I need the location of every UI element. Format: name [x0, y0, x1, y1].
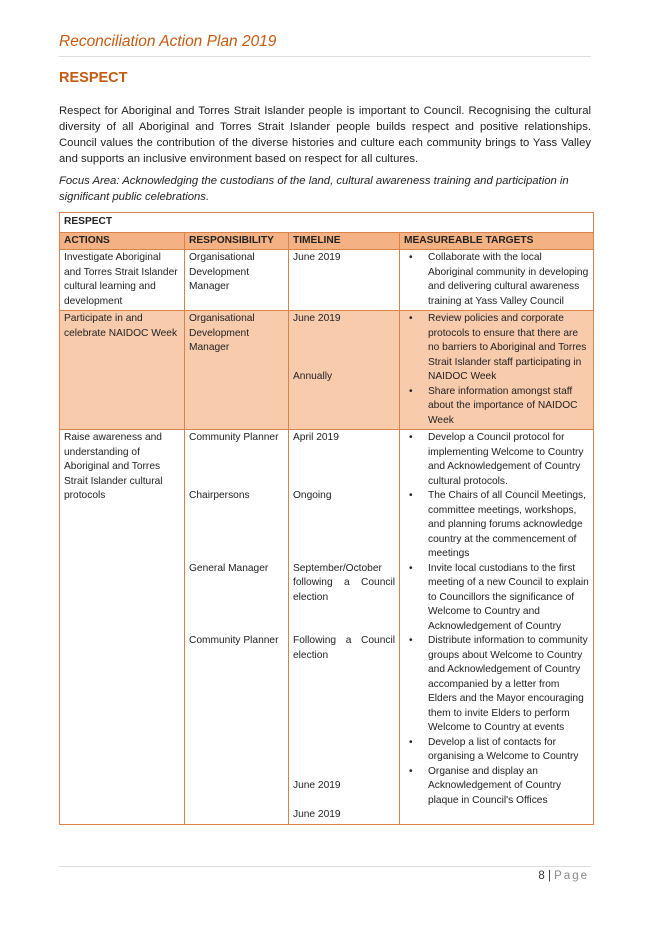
timeline-item: June 2019: [293, 252, 341, 263]
responsibility-cell: [185, 250, 289, 311]
timeline-item: September/October following a Council election: [293, 562, 395, 603]
header-divider: [59, 56, 591, 57]
responsibility-cell: [185, 430, 289, 825]
document-header-title: Reconciliation Action Plan 2019: [59, 33, 277, 50]
page-number: 8: [538, 870, 545, 882]
column-header-responsibility: RESPONSIBILITY: [185, 232, 289, 250]
target-item: • Develop a list of contacts for organising a Welcome to Country: [404, 736, 589, 765]
timeline-cell: [289, 311, 400, 430]
target-item: • Distribute information to community groups about Welcome to Country and Acknowledgement of Country accompanied by a letter from Elders and the Mayor encouraging them to invite Elders to perform Welcome to Country at events: [404, 634, 589, 736]
timeline-cell: [289, 430, 400, 825]
page-footer: [538, 870, 589, 882]
column-header-timeline: TIMELINE: [289, 232, 400, 250]
target-item: • Develop a Council protocol for implementing Welcome to Country and Acknowledgement of Country cultural protocols.: [404, 431, 589, 489]
table-row: [60, 430, 594, 825]
page-separator: |: [547, 870, 551, 882]
page-label: Page: [554, 870, 589, 882]
timeline-item: Following a Council election: [293, 635, 395, 661]
responsibility-item: Community Planner: [189, 635, 279, 646]
target-item: • Share information amongst staff about the importance of NAIDOC Week: [404, 385, 589, 429]
table-title: RESPECT: [60, 213, 594, 233]
responsibility-cell: [185, 311, 289, 430]
table-row: [60, 250, 594, 311]
timeline-item: Ongoing: [293, 490, 332, 501]
target-item: • Invite local custodians to the first meeting of a new Council to explain to Councillors the significance of Welcome to Country and Acknowledgement of Country: [404, 562, 589, 635]
timeline-item: June 2019: [293, 313, 341, 324]
responsibility-item: Chairpersons: [189, 490, 250, 501]
table-header-row: [60, 232, 594, 250]
targets-cell: [400, 250, 594, 311]
respect-action-table: [59, 212, 594, 825]
responsibility-item: General Manager: [189, 562, 269, 574]
responsibility-item: Community Planner: [189, 432, 279, 443]
action-cell: Participate in and celebrate NAIDOC Week: [60, 311, 185, 430]
action-cell: Raise awareness and understanding of Aboriginal and Torres Strait Islander cultural protocols: [60, 430, 185, 825]
target-item: • Collaborate with the local Aboriginal community in developing and delivering cultural awareness training at Yass Valley Council: [404, 251, 589, 309]
timeline-item: April 2019: [293, 432, 339, 443]
focus-area-text: Focus Area: Acknowledging the custodians of the land, cultural awareness training and participation in significant public celebrations.: [59, 175, 569, 203]
target-item: • Organise and display an Acknowledgement of Country plaque in Council's Offices: [404, 765, 589, 809]
intro-paragraph: Respect for Aboriginal and Torres Strait Islander people is important to Council. Recognising the cultural diversity of all Aboriginal and Torres Strait Islander people builds respect and positive relationships. Council values the contribution of the diverse histories and culture each community brings to Yass Valley and supports an inclusive environment based on respect for all cultures.: [59, 105, 591, 165]
target-item: • The Chairs of all Council Meetings, committee meetings, workshops, and planning forums acknowledge country at the commencement of meetings: [404, 489, 589, 562]
column-header-actions: ACTIONS: [60, 232, 185, 250]
timeline-item: June 2019: [293, 809, 341, 820]
timeline-item: Annually: [293, 371, 333, 382]
targets-cell: [400, 311, 594, 430]
targets-cell: [400, 430, 594, 825]
timeline-cell: [289, 250, 400, 311]
responsibility-item: Organisational Development Manager: [189, 313, 255, 353]
action-cell: Investigate Aboriginal and Torres Strait Islander cultural learning and development: [60, 250, 185, 311]
responsibility-item: Organisational Development Manager: [189, 252, 255, 292]
table-title-row: [60, 213, 594, 233]
target-item: • Review policies and corporate protocols to ensure that there are no barriers to Aboriginal and Torres Strait Islander staff participating in NAIDOC Week: [404, 312, 589, 385]
section-heading: RESPECT: [59, 70, 128, 86]
column-header-targets: MEASUREABLE TARGETS: [400, 232, 594, 250]
timeline-item: June 2019: [293, 780, 341, 791]
footer-divider: [59, 866, 591, 867]
table-row: [60, 311, 594, 430]
